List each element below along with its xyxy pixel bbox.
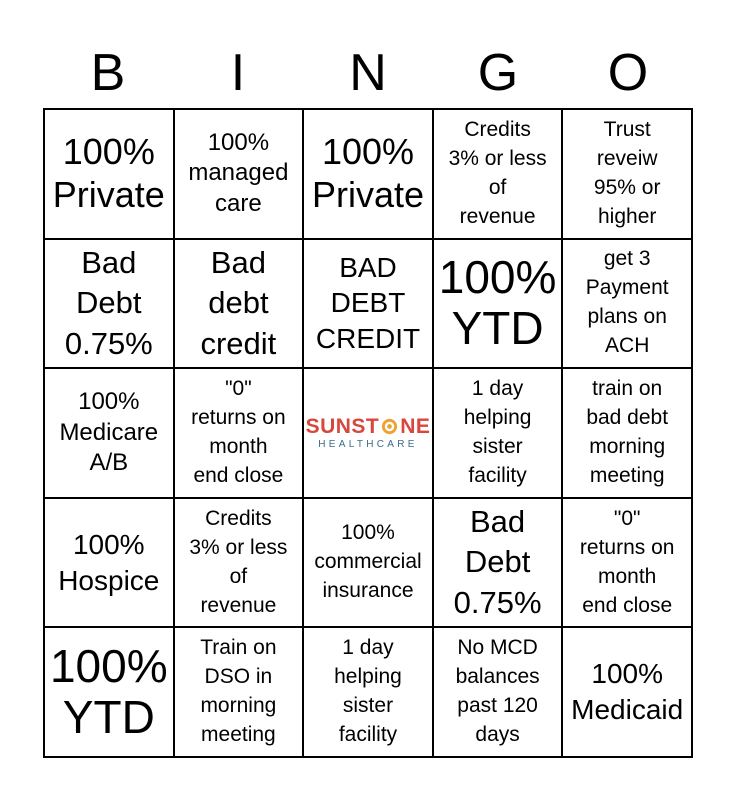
header-letter-g: G xyxy=(477,44,519,102)
cell-text: get 3 Payment plans on ACH xyxy=(585,247,669,358)
bingo-cell[interactable] xyxy=(45,499,175,629)
bingo-cell[interactable] xyxy=(434,499,564,629)
cell-text: Bad Debt 0.75% xyxy=(453,504,542,620)
bingo-cell[interactable] xyxy=(563,628,693,758)
bingo-cell[interactable] xyxy=(304,499,434,629)
header-letter-i: I xyxy=(230,44,246,102)
bingo-cell[interactable] xyxy=(304,110,434,240)
cell-text: 100% Hospice xyxy=(58,528,160,596)
cell-text: Credits 3% or less of revenue xyxy=(189,506,288,617)
cell-text: BAD DEBT CREDIT xyxy=(315,251,421,355)
bingo-cell[interactable] xyxy=(563,499,693,629)
bingo-cell[interactable] xyxy=(304,240,434,370)
cell-text: 100% managed care xyxy=(188,128,289,218)
bingo-cell[interactable] xyxy=(434,628,564,758)
cell-text: 100% Medicaid xyxy=(571,658,684,726)
cell-text: 100% Medicare A/B xyxy=(59,387,159,477)
cell-text: "0" returns on month end close xyxy=(579,506,675,617)
bingo-cell[interactable] xyxy=(563,240,693,370)
cell-text: No MCD balances past 120 days xyxy=(455,636,540,747)
logo-subtitle: HEALTHCARE xyxy=(318,438,418,450)
logo-wordmark xyxy=(306,416,431,437)
cell-text: 1 day helping sister facility xyxy=(463,377,532,487)
cell-text: 100% YTD xyxy=(438,250,557,355)
bingo-cell[interactable] xyxy=(45,110,175,240)
cell-text: 100% Private xyxy=(311,131,425,215)
bingo-grid xyxy=(43,108,693,758)
cell-text: 1 day helping sister facility xyxy=(334,636,402,747)
cell-text: 100% commercial insurance xyxy=(314,521,422,603)
cell-text: 100% YTD xyxy=(49,639,168,744)
bingo-cell[interactable] xyxy=(175,110,305,240)
cell-text: Credits 3% or less of revenue xyxy=(448,117,547,228)
logo-word-part: NE xyxy=(400,414,431,438)
logo-word-part: SUNST xyxy=(305,414,380,438)
cell-text: Bad Debt 0.75% xyxy=(64,244,153,361)
cell-text: Trust reveiw 95% or higher xyxy=(593,117,661,228)
bingo-header xyxy=(43,38,693,108)
cell-text: Train on DSO in morning meeting xyxy=(200,636,277,747)
cell-text: train on bad debt morning meeting xyxy=(586,377,669,487)
sunstone-logo xyxy=(306,416,431,450)
header-letter-n: N xyxy=(349,44,387,102)
bingo-cell[interactable] xyxy=(175,499,305,629)
bingo-cell[interactable] xyxy=(175,369,305,499)
bingo-cell[interactable] xyxy=(175,240,305,370)
bingo-cell[interactable] xyxy=(563,110,693,240)
header-letter-o: O xyxy=(607,44,649,102)
bingo-cell[interactable] xyxy=(434,110,564,240)
bingo-free-cell xyxy=(304,369,434,499)
bingo-cell[interactable] xyxy=(45,369,175,499)
header-letter-b: B xyxy=(90,44,126,102)
cell-text: "0" returns on month end close xyxy=(191,377,286,487)
bingo-cell[interactable] xyxy=(45,240,175,370)
bingo-cell[interactable] xyxy=(563,369,693,499)
bingo-cell[interactable] xyxy=(434,369,564,499)
cell-text: Bad debt credit xyxy=(200,244,277,361)
sun-icon xyxy=(380,417,399,436)
bingo-cell[interactable] xyxy=(304,628,434,758)
bingo-cell[interactable] xyxy=(45,628,175,758)
cell-text: 100% Private xyxy=(52,131,165,215)
bingo-cell[interactable] xyxy=(434,240,564,370)
bingo-cell[interactable] xyxy=(175,628,305,758)
